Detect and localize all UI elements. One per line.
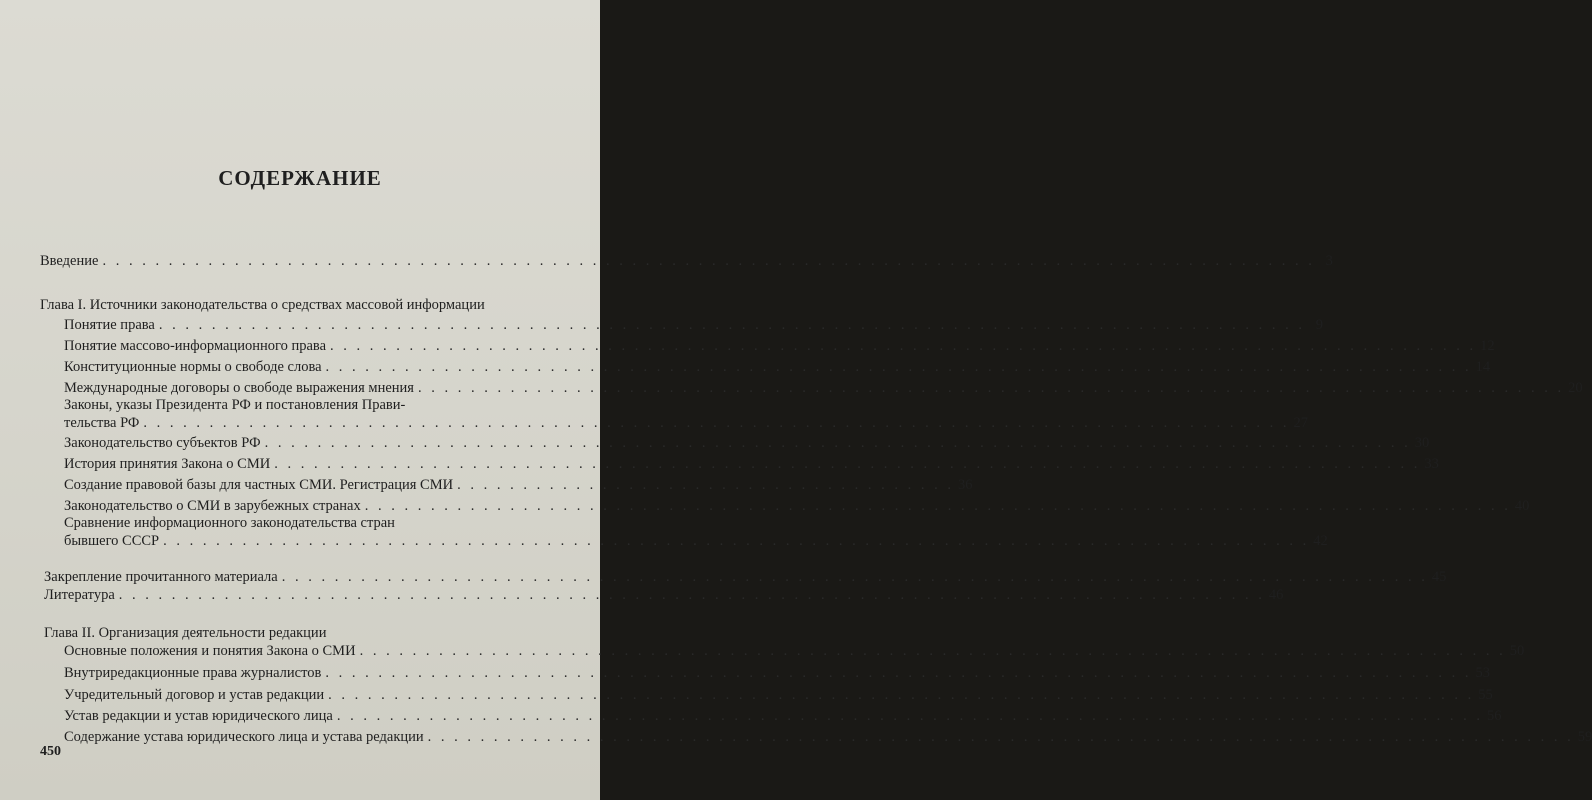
toc-entry[interactable]	[64, 358, 1491, 376]
chapter-1-heading: Глава I. Источники законодательства о средствах массовой информации	[40, 297, 485, 313]
toc-entry-label: бывшего СССР	[64, 533, 160, 549]
leader-dots: . . . . . . . . . . . . . . . . . . . . . . . . . . . . . . . . . . . . . . . . . . . . . . . . . . . . . . . . . . . . . . . . . . . . . . . . . . . . . . . . . . . . . . .	[325, 359, 1472, 375]
toc-page-number: 56	[1486, 708, 1502, 724]
leader-dots: . . . . . . . . . . . . . . . . . . . . . . . . . . . . . . . . . . . . . . . . . . . . . . . . . . . . . . . . . . . . . . . . . . . . . . . . . . . . . . . . . . . . . . .	[328, 687, 1475, 703]
leader-dots: . . . . . . . . . . . . . . . . . . . . . . . . . . . . . . . . . . . . . . . . . . . . . . . . . . . . . . . . . . . . . . . . . . . . . . . . . . . . . . . . . . . . . . .	[118, 587, 1265, 603]
toc-page-number: 40	[1514, 498, 1530, 514]
leader-dots: . . . . . . . . . . . . . . . . . . . . . . . . . . . . . . . . . . . . . . . . . . . . . . . . . . . . . . . . . . . . . . . . . . . . . . . . . . . . . . . . . . . . . . .	[163, 533, 1310, 549]
leader-dots: . . . . . . . . . . . . . . . . . . . . . . . . . . . . . . . . . . . . . . . . . . . . . . . . . . . . . . . . . . . . . . . . . . . . . . . . . . . . . . . . . . . . . . .	[359, 643, 1506, 659]
toc-entry-label: Внутриредакционные права журналистов	[64, 665, 322, 681]
leader-dots: . . . . . . . . . . . . . . . . . . . . . . . . . . . . . . . . . . . . . .	[457, 477, 954, 493]
leader-dots: . . . . . . . . . . . . . . . . . . . . . . . . . . . . . . . . . . . . . . . . . . . . . . . . . . . . . . . . . . . . . . . . . . . . . . . . . . . . . . . . . . . . . . .	[427, 729, 1574, 745]
toc-entry-label: Понятие права	[64, 317, 155, 333]
toc-entry-label: Закрепление прочитанного материала	[44, 569, 278, 585]
toc-entry[interactable]	[64, 728, 1592, 746]
toc-entry-label: Законодательство субъектов РФ	[64, 435, 261, 451]
toc-entry[interactable]	[64, 316, 1323, 334]
toc-entry-label-line1: Сравнение информационного законодательства стран	[64, 515, 395, 531]
toc-page-number: 9	[1315, 317, 1323, 333]
toc-entry-label: Законодательство о СМИ в зарубежных странах	[64, 498, 361, 514]
toc-entry[interactable]	[64, 476, 973, 494]
toc-entry-label: тельства РФ	[64, 415, 140, 431]
toc-entry-literature[interactable]	[44, 586, 1284, 604]
toc-entry-label-line1: Законы, указы Президента РФ и постановления Прави-	[64, 397, 406, 413]
toc-page-number: 3	[1325, 253, 1333, 269]
toc-entry[interactable]	[64, 686, 1493, 704]
leader-dots: . . . . . . . . . . . . . . . . . . . . . . . . . . . . . . . . . . . . . . . . . . . . . . . . . . . . . . . . . . . . . . . . . . . . . . . . . . . . . . . . . . . . . . .	[330, 338, 1477, 354]
toc-entry[interactable]	[64, 664, 1490, 682]
toc-entry-label: Устав редакции и устав юридического лица	[64, 708, 333, 724]
toc-entry-label: Основные положения и понятия Закона о СМИ	[64, 643, 356, 659]
toc-page-number: 14	[1475, 359, 1491, 375]
toc-entry-label: Введение	[40, 253, 99, 269]
toc-entry-label: Содержание устава юридического лица и устава редакции	[64, 729, 424, 745]
page-number: 450	[40, 744, 61, 759]
toc-page-number: 27	[1293, 415, 1309, 431]
toc-page-number: 55	[1478, 687, 1493, 703]
toc-page-number: 33	[1424, 456, 1439, 472]
page-title: СОДЕРЖАНИЕ	[218, 166, 382, 190]
toc-entry-label: Создание правовой базы для частных СМИ. Регистрация СМИ	[64, 477, 454, 493]
toc-entry[interactable]	[64, 532, 1328, 550]
toc-entry[interactable]	[64, 379, 1583, 397]
toc-entry-label: Понятие массово-информационного права	[64, 338, 327, 354]
toc-page-number: 46	[1268, 587, 1284, 603]
toc-entry-label: Литература	[44, 587, 115, 603]
toc-entry-label: Учредительный договор и устав редакции	[64, 687, 325, 703]
toc-entry[interactable]	[64, 497, 1530, 515]
leader-dots: . . . . . . . . . . . . . . . . . . . . . . . . . . . . . . . . . . . . . . . . . . . . . . . . . . . . . . . . . . . . . . . . . . . . . . . . . . . . . . . . . . . . . . . . . . . .	[102, 253, 1315, 269]
toc-page-number: 36	[957, 477, 973, 493]
toc-page-number: 53	[1475, 665, 1490, 681]
toc-entry-label: Конституционные нормы о свободе слова	[64, 359, 322, 375]
toc-page-number: 12	[1480, 338, 1495, 354]
leader-dots: . . . . . . . . . . . . . . . . . . . . . . . . . . . . . . . . . . . . . . . . . . . . . . . . . . . . . . . . . . . . . . . . . . . . . . . . . . . . . . . . . . . . . . .	[281, 569, 1428, 585]
toc-page-number: 42	[1313, 533, 1328, 549]
toc-entry[interactable]	[64, 642, 1525, 660]
leader-dots: . . . . . . . . . . . . . . . . . . . . . . . . . . . . . . . . . . . . . . . . . . . . . . . . . . . . . . . . . . . . . . . . . . . . . . . . . . . . . . . . . . . . . . .	[158, 317, 1305, 333]
toc-entry-label: История принятия Закона о СМИ	[64, 456, 271, 472]
toc-entry[interactable]	[64, 707, 1502, 725]
toc-page-number: 30	[1414, 435, 1430, 451]
leader-dots: . . . . . . . . . . . . . . . . . . . . . . . . . . . . . . . . . . . . . . . . . . . . . . . . . . . . . . . . . . . . . . . . . . . . . . . . . . . . . . . . . . . . . . .	[417, 380, 1565, 396]
toc-page-number: 20	[1568, 380, 1583, 396]
toc-page-number: 59	[1577, 729, 1592, 745]
chapter-2-heading: Глава II. Организация деятельности редакции	[44, 625, 327, 641]
toc-entry[interactable]	[64, 337, 1495, 355]
toc-entry[interactable]	[64, 455, 1439, 473]
toc-entry-label: Международные договоры о свободе выражения мнения	[64, 380, 414, 396]
toc-page-number: 50	[1509, 643, 1525, 659]
leader-dots: . . . . . . . . . . . . . . . . . . . . . . . . . . . . . . . . . . . . . . . . . . . . . . . . . . . . . . . . . . . . . . . . . . . . . . . . . . . . . . . . . . . . . . .	[274, 456, 1421, 472]
toc-entry[interactable]	[64, 414, 1309, 432]
toc-entry[interactable]	[64, 434, 1430, 452]
toc-entry-review[interactable]	[44, 568, 1447, 586]
toc-entry-intro[interactable]	[40, 252, 1333, 270]
leader-dots: . . . . . . . . . . . . . . . . . . . . . . . . . . . . . . . . . . . . . . . . . . . . . . . . . . . . . . . . . . . . . . . . . . . . . . . . . . . . . . . . . . . . . . .	[325, 665, 1472, 681]
leader-dots: . . . . . . . . . . . . . . . . . . . . . . . . . . . . . . . . . . . . . . . . . . . . . . . . . . . . . . . . . . . . . . . . . . . . . . . . . . . . . . . . . . . . . . .	[264, 435, 1411, 451]
toc-page-number: 45	[1431, 569, 1447, 585]
leader-dots: . . . . . . . . . . . . . . . . . . . . . . . . . . . . . . . . . . . . . . . . . . . . . . . . . . . . . . . . . . . . . . . . . . . . . . . . . . . . . . . . . . . . . . .	[143, 415, 1290, 431]
leader-dots: . . . . . . . . . . . . . . . . . . . . . . . . . . . . . . . . . . . . . . . . . . . . . . . . . . . . . . . . . . . . . . . . . . . . . . . . . . . . . . . . . . . . . . .	[364, 498, 1511, 514]
leader-dots: . . . . . . . . . . . . . . . . . . . . . . . . . . . . . . . . . . . . . . . . . . . . . . . . . . . . . . . . . . . . . . . . . . . . . . . . . . . . . . . . . . . . . . .	[336, 708, 1483, 724]
